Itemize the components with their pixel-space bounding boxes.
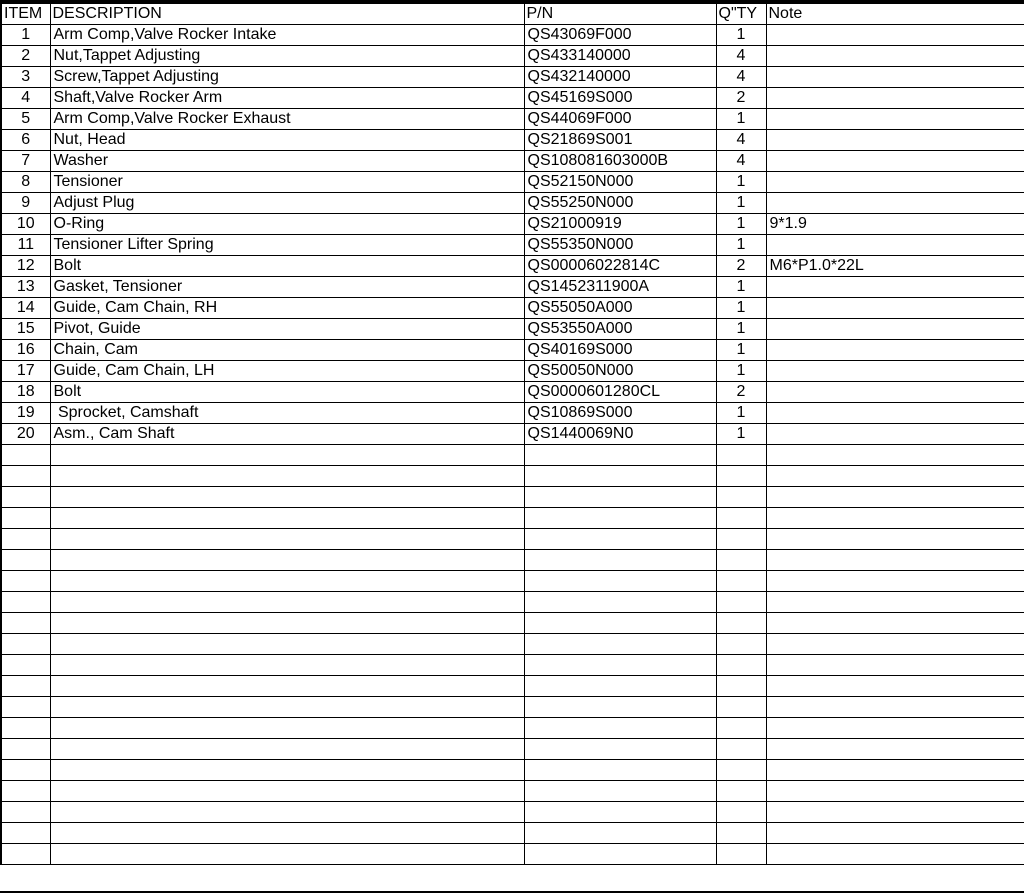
- cell-description: Screw,Tappet Adjusting: [50, 67, 524, 88]
- cell-quantity: 1: [716, 277, 766, 298]
- cell-part-number: [524, 802, 716, 823]
- cell-quantity: [716, 781, 766, 802]
- table-row: [1, 130, 1024, 151]
- cell-note: [766, 25, 1024, 46]
- cell-description: Bolt: [50, 256, 524, 277]
- table-row: [1, 634, 1024, 655]
- cell-quantity: [716, 613, 766, 634]
- table-row: [1, 298, 1024, 319]
- cell-part-number: QS10869S000: [524, 403, 716, 424]
- cell-note: [766, 46, 1024, 67]
- cell-description: [50, 823, 524, 844]
- cell-item: [1, 781, 50, 802]
- cell-item: [1, 445, 50, 466]
- table-row: [1, 802, 1024, 823]
- cell-part-number: [524, 634, 716, 655]
- table-row: [1, 319, 1024, 340]
- cell-note: [766, 67, 1024, 88]
- cell-part-number: [524, 487, 716, 508]
- cell-note: [766, 445, 1024, 466]
- cell-item: 6: [1, 130, 50, 151]
- cell-quantity: [716, 802, 766, 823]
- cell-description: Nut, Head: [50, 130, 524, 151]
- cell-item: [1, 508, 50, 529]
- cell-description: [50, 445, 524, 466]
- cell-note: [766, 298, 1024, 319]
- table-row: [1, 403, 1024, 424]
- table-row: [1, 235, 1024, 256]
- table-row: [1, 823, 1024, 844]
- cell-item: [1, 718, 50, 739]
- cell-item: 5: [1, 109, 50, 130]
- cell-quantity: 2: [716, 256, 766, 277]
- table-row: [1, 655, 1024, 676]
- cell-note: [766, 235, 1024, 256]
- cell-part-number: [524, 466, 716, 487]
- cell-note: [766, 487, 1024, 508]
- cell-item: 14: [1, 298, 50, 319]
- cell-item: [1, 739, 50, 760]
- cell-quantity: 2: [716, 88, 766, 109]
- table-row: [1, 508, 1024, 529]
- cell-quantity: [716, 571, 766, 592]
- table-row: [1, 739, 1024, 760]
- table-row: [1, 256, 1024, 277]
- cell-description: [50, 697, 524, 718]
- cell-part-number: QS1440069N0: [524, 424, 716, 445]
- cell-note: [766, 466, 1024, 487]
- cell-description: Arm Comp,Valve Rocker Intake: [50, 25, 524, 46]
- cell-quantity: [716, 529, 766, 550]
- cell-note: [766, 340, 1024, 361]
- cell-part-number: [524, 508, 716, 529]
- cell-note: [766, 403, 1024, 424]
- cell-part-number: [524, 676, 716, 697]
- table-row: [1, 382, 1024, 403]
- cell-description: Guide, Cam Chain, RH: [50, 298, 524, 319]
- cell-part-number: QS00006022814C: [524, 256, 716, 277]
- cell-item: [1, 592, 50, 613]
- cell-description: Guide, Cam Chain, LH: [50, 361, 524, 382]
- cell-part-number: QS432140000: [524, 67, 716, 88]
- cell-quantity: [716, 487, 766, 508]
- cell-quantity: 1: [716, 109, 766, 130]
- cell-quantity: [716, 655, 766, 676]
- table-row: [1, 25, 1024, 46]
- cell-note: [766, 550, 1024, 571]
- cell-quantity: 1: [716, 424, 766, 445]
- cell-description: [50, 613, 524, 634]
- cell-description: Tensioner: [50, 172, 524, 193]
- cell-note: [766, 739, 1024, 760]
- cell-part-number: QS52150N000: [524, 172, 716, 193]
- cell-quantity: 1: [716, 319, 766, 340]
- table-row: [1, 529, 1024, 550]
- cell-quantity: 1: [716, 235, 766, 256]
- cell-note: [766, 592, 1024, 613]
- cell-item: [1, 550, 50, 571]
- table-row: [1, 718, 1024, 739]
- cell-quantity: [716, 844, 766, 865]
- cell-part-number: QS21000919: [524, 214, 716, 235]
- cell-part-number: QS433140000: [524, 46, 716, 67]
- cell-part-number: QS0000601280CL: [524, 382, 716, 403]
- table-row: [1, 697, 1024, 718]
- cell-note: [766, 172, 1024, 193]
- cell-quantity: [716, 550, 766, 571]
- cell-description: Adjust Plug: [50, 193, 524, 214]
- cell-part-number: QS1452311900A: [524, 277, 716, 298]
- cell-item: [1, 655, 50, 676]
- cell-note: [766, 277, 1024, 298]
- cell-quantity: [716, 823, 766, 844]
- cell-quantity: 1: [716, 25, 766, 46]
- cell-item: 4: [1, 88, 50, 109]
- cell-part-number: QS45169S000: [524, 88, 716, 109]
- cell-description: [50, 466, 524, 487]
- cell-description: [50, 550, 524, 571]
- cell-description: [50, 634, 524, 655]
- cell-item: 1: [1, 25, 50, 46]
- cell-item: [1, 571, 50, 592]
- cell-quantity: [716, 760, 766, 781]
- cell-part-number: [524, 718, 716, 739]
- cell-part-number: [524, 697, 716, 718]
- header-note: Note: [766, 4, 1024, 25]
- cell-description: [50, 655, 524, 676]
- cell-note: [766, 844, 1024, 865]
- table-row: [1, 214, 1024, 235]
- table-row: [1, 445, 1024, 466]
- cell-item: 13: [1, 277, 50, 298]
- cell-quantity: [716, 739, 766, 760]
- table-row: [1, 844, 1024, 865]
- table-row: [1, 760, 1024, 781]
- cell-item: [1, 676, 50, 697]
- table-row: [1, 340, 1024, 361]
- table-row: [1, 592, 1024, 613]
- cell-item: 9: [1, 193, 50, 214]
- header-description: DESCRIPTION: [50, 4, 524, 25]
- cell-note: [766, 361, 1024, 382]
- cell-note: [766, 88, 1024, 109]
- cell-description: Asm., Cam Shaft: [50, 424, 524, 445]
- table-row: [1, 151, 1024, 172]
- cell-description: Tensioner Lifter Spring: [50, 235, 524, 256]
- cell-quantity: [716, 634, 766, 655]
- cell-quantity: 1: [716, 361, 766, 382]
- cell-part-number: QS50050N000: [524, 361, 716, 382]
- cell-item: [1, 613, 50, 634]
- cell-quantity: 1: [716, 172, 766, 193]
- cell-part-number: [524, 445, 716, 466]
- cell-item: [1, 487, 50, 508]
- table-row: [1, 361, 1024, 382]
- cell-note: [766, 130, 1024, 151]
- cell-item: [1, 634, 50, 655]
- cell-description: Arm Comp,Valve Rocker Exhaust: [50, 109, 524, 130]
- cell-item: 19: [1, 403, 50, 424]
- cell-quantity: 4: [716, 151, 766, 172]
- cell-part-number: QS43069F000: [524, 25, 716, 46]
- cell-item: [1, 844, 50, 865]
- cell-quantity: 1: [716, 403, 766, 424]
- table-row: [1, 487, 1024, 508]
- table-row: [1, 466, 1024, 487]
- cell-description: [50, 781, 524, 802]
- cell-item: [1, 760, 50, 781]
- cell-description: [50, 592, 524, 613]
- table-row: [1, 613, 1024, 634]
- cell-part-number: [524, 844, 716, 865]
- table-row: [1, 571, 1024, 592]
- cell-note: [766, 676, 1024, 697]
- table-row: [1, 424, 1024, 445]
- cell-part-number: [524, 823, 716, 844]
- cell-note: [766, 109, 1024, 130]
- cell-item: 20: [1, 424, 50, 445]
- table-row: [1, 676, 1024, 697]
- cell-part-number: [524, 760, 716, 781]
- cell-quantity: 1: [716, 214, 766, 235]
- cell-item: 3: [1, 67, 50, 88]
- header-part-number: P/N: [524, 4, 716, 25]
- cell-note: [766, 802, 1024, 823]
- cell-part-number: [524, 550, 716, 571]
- cell-item: [1, 697, 50, 718]
- cell-note: [766, 760, 1024, 781]
- cell-item: 15: [1, 319, 50, 340]
- cell-note: [766, 193, 1024, 214]
- cell-note: [766, 151, 1024, 172]
- cell-part-number: QS55050A000: [524, 298, 716, 319]
- cell-description: Bolt: [50, 382, 524, 403]
- table-row: [1, 88, 1024, 109]
- cell-part-number: QS108081603000B: [524, 151, 716, 172]
- cell-part-number: [524, 781, 716, 802]
- cell-part-number: QS55250N000: [524, 193, 716, 214]
- bottom-rule: [0, 891, 1024, 893]
- cell-description: Pivot, Guide: [50, 319, 524, 340]
- cell-item: 17: [1, 361, 50, 382]
- cell-item: 10: [1, 214, 50, 235]
- cell-item: 11: [1, 235, 50, 256]
- cell-note: [766, 508, 1024, 529]
- cell-item: [1, 529, 50, 550]
- cell-quantity: 2: [716, 382, 766, 403]
- cell-note: [766, 571, 1024, 592]
- cell-description: Sprocket, Camshaft: [50, 403, 524, 424]
- cell-description: Nut,Tappet Adjusting: [50, 46, 524, 67]
- cell-note: [766, 613, 1024, 634]
- parts-list-table: [0, 3, 1024, 865]
- cell-note: 9*1.9: [766, 214, 1024, 235]
- cell-item: 12: [1, 256, 50, 277]
- cell-part-number: [524, 655, 716, 676]
- cell-item: 7: [1, 151, 50, 172]
- cell-description: Gasket, Tensioner: [50, 277, 524, 298]
- header-item: ITEM: [1, 4, 50, 25]
- cell-part-number: QS55350N000: [524, 235, 716, 256]
- cell-quantity: 4: [716, 130, 766, 151]
- table-row: [1, 193, 1024, 214]
- cell-description: [50, 487, 524, 508]
- cell-note: [766, 529, 1024, 550]
- cell-description: [50, 760, 524, 781]
- cell-description: [50, 571, 524, 592]
- cell-note: M6*P1.0*22L: [766, 256, 1024, 277]
- cell-note: [766, 382, 1024, 403]
- cell-description: Shaft,Valve Rocker Arm: [50, 88, 524, 109]
- cell-quantity: [716, 718, 766, 739]
- cell-quantity: 1: [716, 340, 766, 361]
- cell-part-number: QS53550A000: [524, 319, 716, 340]
- cell-quantity: [716, 676, 766, 697]
- cell-part-number: [524, 571, 716, 592]
- cell-item: 16: [1, 340, 50, 361]
- cell-description: Washer: [50, 151, 524, 172]
- cell-part-number: [524, 529, 716, 550]
- cell-quantity: 4: [716, 67, 766, 88]
- cell-part-number: QS44069F000: [524, 109, 716, 130]
- table-row: [1, 67, 1024, 88]
- cell-note: [766, 634, 1024, 655]
- cell-note: [766, 655, 1024, 676]
- cell-description: [50, 739, 524, 760]
- cell-quantity: 4: [716, 46, 766, 67]
- cell-item: [1, 823, 50, 844]
- cell-note: [766, 823, 1024, 844]
- table-row: [1, 172, 1024, 193]
- cell-note: [766, 718, 1024, 739]
- cell-part-number: QS21869S001: [524, 130, 716, 151]
- cell-quantity: [716, 697, 766, 718]
- cell-note: [766, 697, 1024, 718]
- cell-quantity: 1: [716, 193, 766, 214]
- cell-quantity: [716, 508, 766, 529]
- cell-description: [50, 676, 524, 697]
- cell-description: [50, 802, 524, 823]
- table-row: [1, 46, 1024, 67]
- table-body: [1, 25, 1024, 865]
- cell-part-number: [524, 592, 716, 613]
- cell-item: 2: [1, 46, 50, 67]
- cell-description: Chain, Cam: [50, 340, 524, 361]
- cell-quantity: 1: [716, 298, 766, 319]
- cell-description: [50, 529, 524, 550]
- cell-description: [50, 844, 524, 865]
- cell-quantity: [716, 592, 766, 613]
- cell-part-number: QS40169S000: [524, 340, 716, 361]
- table-row: [1, 550, 1024, 571]
- cell-item: [1, 466, 50, 487]
- cell-item: 8: [1, 172, 50, 193]
- cell-quantity: [716, 445, 766, 466]
- table-row: [1, 109, 1024, 130]
- cell-note: [766, 319, 1024, 340]
- cell-part-number: [524, 739, 716, 760]
- cell-description: O-Ring: [50, 214, 524, 235]
- table-row: [1, 781, 1024, 802]
- table-header-row: [1, 4, 1024, 25]
- cell-quantity: [716, 466, 766, 487]
- cell-item: [1, 802, 50, 823]
- header-quantity: Q"TY: [716, 4, 766, 25]
- cell-description: [50, 718, 524, 739]
- cell-note: [766, 781, 1024, 802]
- cell-item: 18: [1, 382, 50, 403]
- table-row: [1, 277, 1024, 298]
- cell-note: [766, 424, 1024, 445]
- cell-description: [50, 508, 524, 529]
- cell-part-number: [524, 613, 716, 634]
